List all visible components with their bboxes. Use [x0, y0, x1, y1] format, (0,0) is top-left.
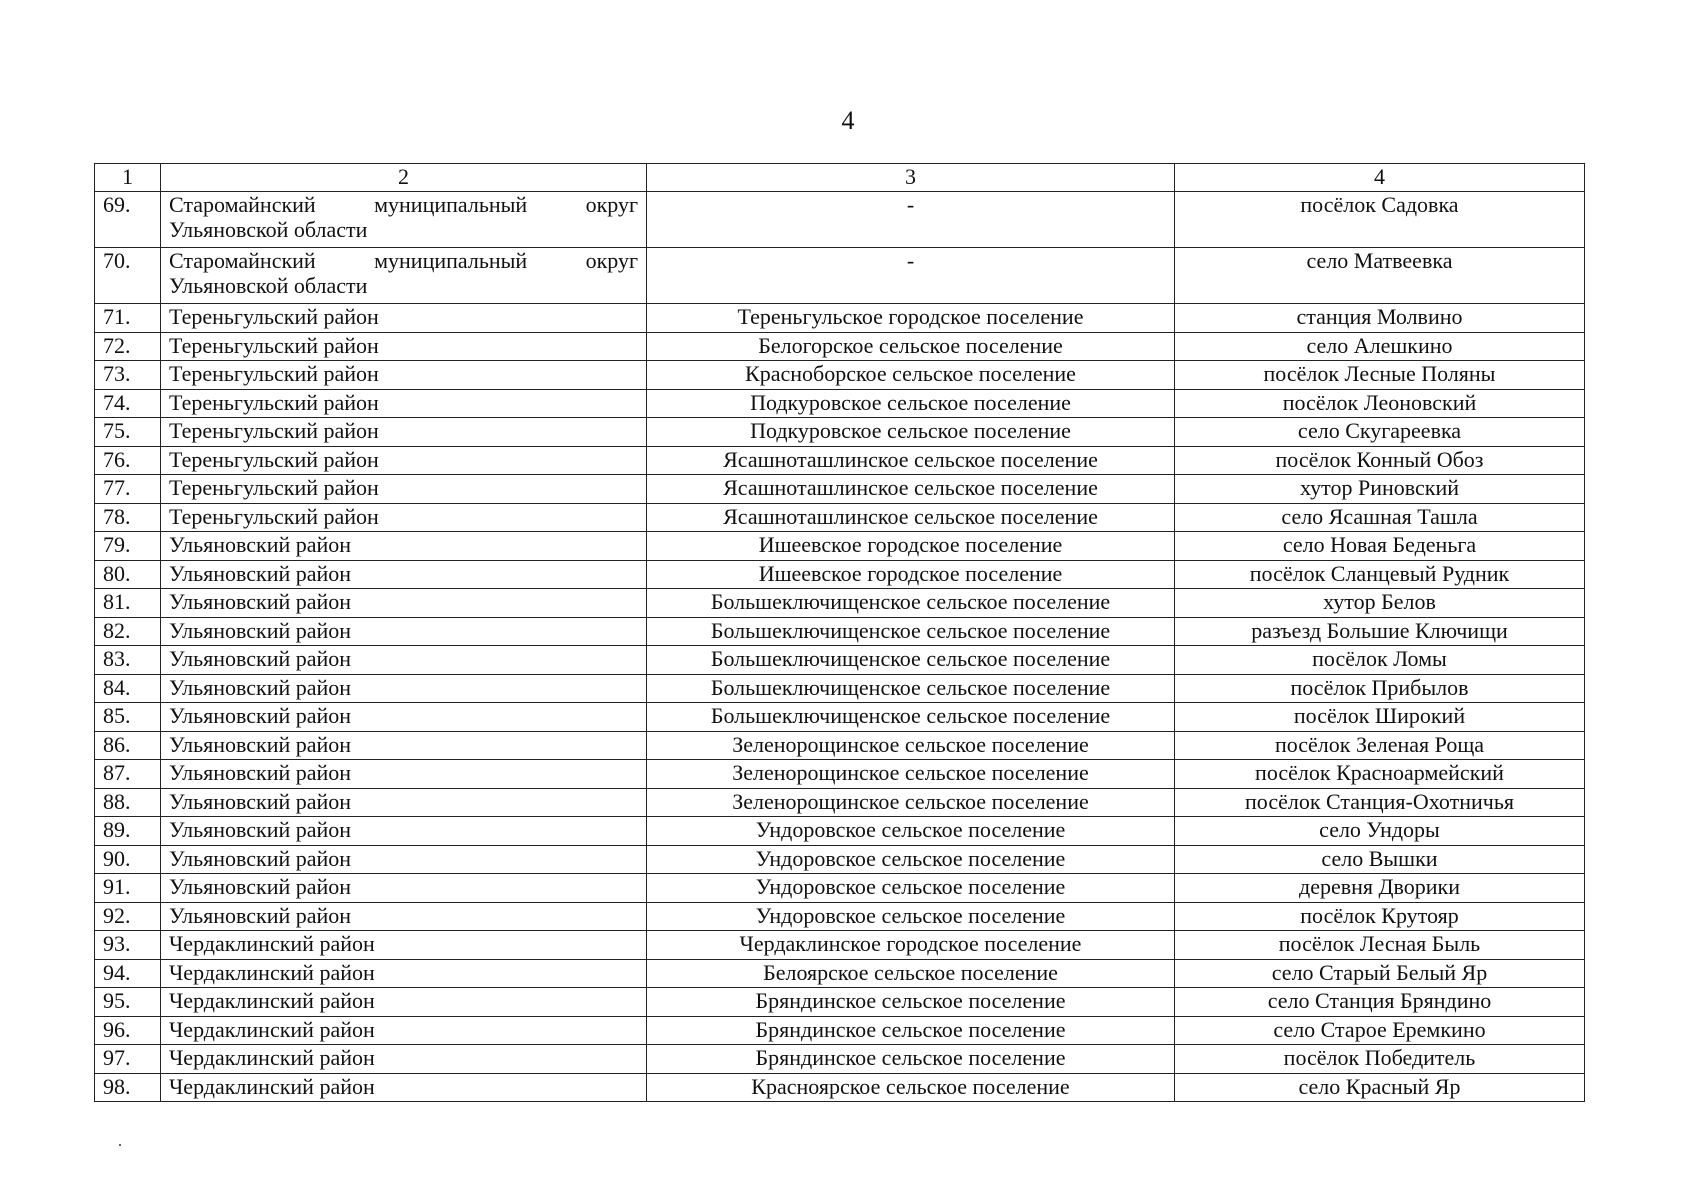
locality-cell: посёлок Зеленая Роща [1175, 731, 1585, 760]
settlement-cell: Большеключищенское сельское поселение [647, 674, 1175, 703]
table-row [95, 304, 1585, 333]
row-number: 91. [95, 874, 161, 903]
row-number: 93. [95, 931, 161, 960]
table-row [95, 332, 1585, 361]
row-number: 89. [95, 817, 161, 846]
settlement-cell: Зеленорощинское сельское поселение [647, 760, 1175, 789]
row-number: 73. [95, 361, 161, 390]
locality-cell: хутор Риновский [1175, 475, 1585, 504]
locality-cell: село Ундоры [1175, 817, 1585, 846]
district-line-1 [169, 248, 638, 273]
table-header-row [95, 164, 1585, 192]
table-row [95, 902, 1585, 931]
row-number: 83. [95, 646, 161, 675]
district-cell: Ульяновский район [161, 845, 647, 874]
locality-cell: посёлок Лесные Поляны [1175, 361, 1585, 390]
row-number: 74. [95, 389, 161, 418]
settlement-cell: Ишеевское городское поселение [647, 532, 1175, 561]
settlement-cell: Ундоровское сельское поселение [647, 902, 1175, 931]
row-number: 97. [95, 1045, 161, 1074]
table-row [95, 703, 1585, 732]
district-cell: Ульяновский район [161, 646, 647, 675]
district-line-1 [169, 192, 638, 217]
locality-cell: станция Молвино [1175, 304, 1585, 333]
district-cell: Ульяновский район [161, 532, 647, 561]
table-row [95, 674, 1585, 703]
table-body [95, 164, 1585, 1102]
settlement-cell: Бряндинское сельское поселение [647, 1016, 1175, 1045]
district-word: Старомайнский [169, 192, 316, 217]
district-cell: Тереньгульский район [161, 389, 647, 418]
row-number: 81. [95, 589, 161, 618]
locality-cell: посёлок Красноармейский [1175, 760, 1585, 789]
table-row [95, 1016, 1585, 1045]
row-number: 94. [95, 959, 161, 988]
district-cell: Ульяновский район [161, 589, 647, 618]
table-row [95, 817, 1585, 846]
table-row [95, 617, 1585, 646]
settlement-cell: Большеключищенское сельское поселение [647, 617, 1175, 646]
row-number: 70. [95, 248, 161, 304]
district-cell: Ульяновский район [161, 731, 647, 760]
locality-cell: посёлок Садовка [1175, 192, 1585, 248]
table-row [95, 475, 1585, 504]
table-row [95, 192, 1585, 248]
row-number: 85. [95, 703, 161, 732]
district-cell: Ульяновский район [161, 674, 647, 703]
row-number: 96. [95, 1016, 161, 1045]
locality-cell: село Станция Бряндино [1175, 988, 1585, 1017]
district-word: муниципальный [374, 248, 528, 273]
table-row [95, 361, 1585, 390]
settlement-cell: Бряндинское сельское поселение [647, 1045, 1175, 1074]
table-row [95, 959, 1585, 988]
district-cell: Ульяновский район [161, 760, 647, 789]
settlement-cell: Подкуровское сельское поселение [647, 389, 1175, 418]
table-row [95, 760, 1585, 789]
settlement-cell: - [647, 192, 1175, 248]
table-row [95, 560, 1585, 589]
table-row [95, 931, 1585, 960]
district-cell [161, 248, 647, 304]
settlement-cell: Большеключищенское сельское поселение [647, 589, 1175, 618]
settlement-cell: Ишеевское городское поселение [647, 560, 1175, 589]
settlement-cell: Белоярское сельское поселение [647, 959, 1175, 988]
district-cell: Ульяновский район [161, 874, 647, 903]
district-cell: Чердаклинский район [161, 931, 647, 960]
district-cell: Ульяновский район [161, 788, 647, 817]
locality-cell: деревня Дворики [1175, 874, 1585, 903]
district-cell [161, 192, 647, 248]
locality-cell: село Красный Яр [1175, 1073, 1585, 1102]
row-number: 72. [95, 332, 161, 361]
row-number: 78. [95, 503, 161, 532]
row-number: 95. [95, 988, 161, 1017]
district-word: Старомайнский [169, 248, 316, 273]
page-number: 4 [841, 106, 855, 135]
locality-cell: посёлок Крутояр [1175, 902, 1585, 931]
settlement-cell: Ясашноташлинское сельское поселение [647, 503, 1175, 532]
row-number: 77. [95, 475, 161, 504]
table-row [95, 503, 1585, 532]
row-number: 98. [95, 1073, 161, 1102]
row-number: 69. [95, 192, 161, 248]
table-row [95, 731, 1585, 760]
settlement-cell: Бряндинское сельское поселение [647, 988, 1175, 1017]
table-row [95, 646, 1585, 675]
district-cell: Ульяновский район [161, 817, 647, 846]
district-cell: Ульяновский район [161, 703, 647, 732]
locality-cell: посёлок Ломы [1175, 646, 1585, 675]
table-row [95, 845, 1585, 874]
locality-cell: село Новая Беденьга [1175, 532, 1585, 561]
district-cell: Тереньгульский район [161, 304, 647, 333]
settlement-cell: Зеленорощинское сельское поселение [647, 788, 1175, 817]
table-row [95, 788, 1585, 817]
settlement-cell: Красноярское сельское поселение [647, 1073, 1175, 1102]
district-cell: Тереньгульский район [161, 332, 647, 361]
header-cell-1: 1 [95, 164, 161, 192]
locality-cell: посёлок Прибылов [1175, 674, 1585, 703]
row-number: 79. [95, 532, 161, 561]
locality-cell: село Старый Белый Яр [1175, 959, 1585, 988]
locality-cell: хутор Белов [1175, 589, 1585, 618]
table-row [95, 1073, 1585, 1102]
settlement-cell: Ясашноташлинское сельское поселение [647, 446, 1175, 475]
district-word: муниципальный [374, 192, 528, 217]
settlement-cell: Большеключищенское сельское поселение [647, 646, 1175, 675]
row-number: 86. [95, 731, 161, 760]
table-row [95, 446, 1585, 475]
table-row [95, 418, 1585, 447]
header-cell-3: 3 [647, 164, 1175, 192]
settlement-cell: Ундоровское сельское поселение [647, 817, 1175, 846]
locality-cell: село Скугареевка [1175, 418, 1585, 447]
district-cell: Чердаклинский район [161, 1073, 647, 1102]
district-cell: Тереньгульский район [161, 503, 647, 532]
row-number: 80. [95, 560, 161, 589]
district-cell: Тереньгульский район [161, 446, 647, 475]
locality-cell: посёлок Широкий [1175, 703, 1585, 732]
district-word: округ [585, 192, 638, 217]
stray-mark [119, 1144, 121, 1146]
row-number: 84. [95, 674, 161, 703]
district-cell: Тереньгульский район [161, 475, 647, 504]
district-cell: Ульяновский район [161, 560, 647, 589]
district-cell: Чердаклинский район [161, 959, 647, 988]
table-row [95, 532, 1585, 561]
row-number: 75. [95, 418, 161, 447]
district-cell: Тереньгульский район [161, 418, 647, 447]
row-number: 90. [95, 845, 161, 874]
settlement-cell: Красноборское сельское поселение [647, 361, 1175, 390]
table-row [95, 589, 1585, 618]
settlement-cell: Белогорское сельское поселение [647, 332, 1175, 361]
settlement-cell: Ясашноташлинское сельское поселение [647, 475, 1175, 504]
locality-cell: разъезд Большие Ключищи [1175, 617, 1585, 646]
row-number: 92. [95, 902, 161, 931]
locality-cell: село Вышки [1175, 845, 1585, 874]
row-number: 88. [95, 788, 161, 817]
settlement-cell: Ундоровское сельское поселение [647, 874, 1175, 903]
locality-cell: посёлок Конный Обоз [1175, 446, 1585, 475]
row-number: 87. [95, 760, 161, 789]
settlement-cell: Тереньгульское городское поселение [647, 304, 1175, 333]
district-cell: Чердаклинский район [161, 1045, 647, 1074]
district-cell: Ульяновский район [161, 902, 647, 931]
table-row [95, 389, 1585, 418]
settlement-cell: Подкуровское сельское поселение [647, 418, 1175, 447]
header-cell-4: 4 [1175, 164, 1585, 192]
table-row [95, 988, 1585, 1017]
settlement-cell: - [647, 248, 1175, 304]
locality-cell: посёлок Сланцевый Рудник [1175, 560, 1585, 589]
district-line-2: Ульяновской области [169, 273, 368, 298]
locality-cell: село Матвеевка [1175, 248, 1585, 304]
table-row [95, 248, 1585, 304]
settlement-cell: Большеключищенское сельское поселение [647, 703, 1175, 732]
header-cell-2: 2 [161, 164, 647, 192]
row-number: 82. [95, 617, 161, 646]
row-number: 71. [95, 304, 161, 333]
row-number: 76. [95, 446, 161, 475]
locality-cell: село Старое Еремкино [1175, 1016, 1585, 1045]
settlement-cell: Ундоровское сельское поселение [647, 845, 1175, 874]
settlements-table [94, 163, 1585, 1102]
locality-cell: посёлок Леоновский [1175, 389, 1585, 418]
district-cell: Чердаклинский район [161, 1016, 647, 1045]
locality-cell: посёлок Победитель [1175, 1045, 1585, 1074]
table-row [95, 874, 1585, 903]
locality-cell: посёлок Лесная Быль [1175, 931, 1585, 960]
locality-cell: село Ясашная Ташла [1175, 503, 1585, 532]
table-row [95, 1045, 1585, 1074]
district-cell: Чердаклинский район [161, 988, 647, 1017]
locality-cell: посёлок Станция-Охотничья [1175, 788, 1585, 817]
district-word: округ [585, 248, 638, 273]
district-line-2: Ульяновской области [169, 217, 368, 242]
locality-cell: село Алешкино [1175, 332, 1585, 361]
settlement-cell: Зеленорощинское сельское поселение [647, 731, 1175, 760]
settlement-cell: Чердаклинское городское поселение [647, 931, 1175, 960]
district-cell: Ульяновский район [161, 617, 647, 646]
district-cell: Тереньгульский район [161, 361, 647, 390]
